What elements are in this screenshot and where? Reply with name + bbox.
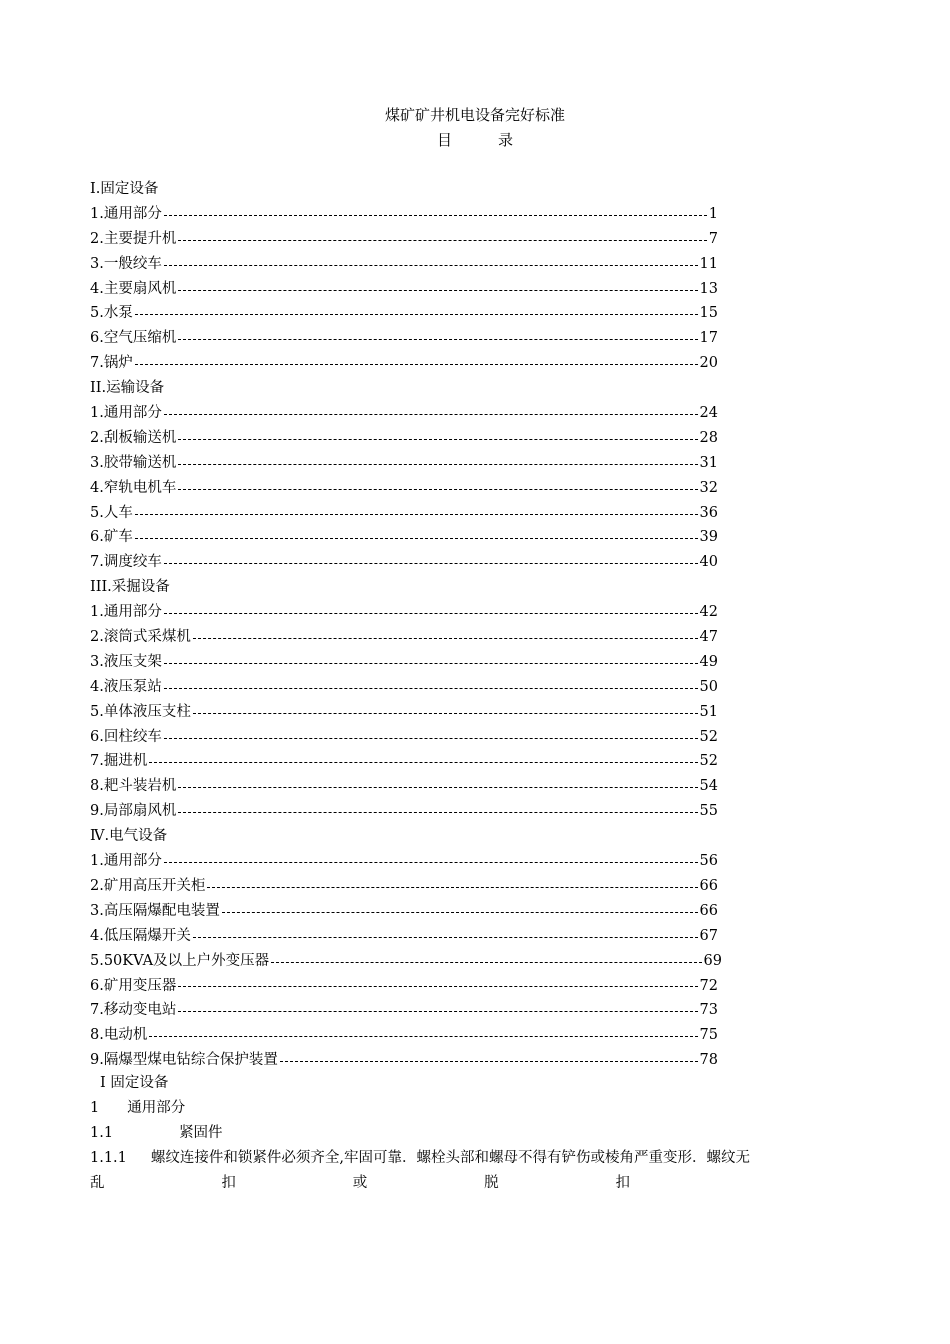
- clause-cont-char: 或: [352, 1174, 368, 1191]
- toc-section-heading: III.采掘设备: [90, 579, 170, 596]
- toc-entry-label: 5.水泵: [90, 305, 133, 322]
- toc-entry[interactable]: [90, 774, 718, 799]
- toc-entry-page: 73: [699, 1002, 718, 1019]
- toc-entry-page: 56: [699, 853, 718, 870]
- toc-entry-page: 66: [699, 877, 718, 894]
- toc-leader-line: [222, 912, 698, 913]
- toc-entry-label: 7.锅炉: [90, 355, 133, 372]
- toc-entry-label: 4.液压泵站: [90, 678, 162, 695]
- toc-entry-label: 4.主要扇风机: [90, 280, 177, 297]
- toc-entry-label: 3.胶带输送机: [90, 454, 177, 471]
- toc-entry-page: 1: [708, 205, 718, 222]
- subsubsection-heading: [90, 1121, 870, 1146]
- body-text: [90, 1071, 870, 1195]
- toc-entry-page: 67: [699, 927, 718, 944]
- toc-entry[interactable]: [90, 426, 718, 451]
- toc-leader-line: [178, 812, 697, 813]
- toc-entry-page: 49: [699, 653, 718, 670]
- toc-entry[interactable]: [90, 974, 718, 999]
- toc-entry[interactable]: [90, 700, 718, 725]
- toc-entry-label: 9.隔爆型煤电钻综合保护装置: [90, 1052, 278, 1069]
- subsection-title: 通用部分: [127, 1099, 186, 1116]
- toc-entry-label: 1.通用部分: [90, 205, 162, 222]
- toc-entry-label: 7.移动变电站: [90, 1002, 177, 1019]
- toc-leader-line: [164, 265, 698, 266]
- toc-entry-page: 7: [708, 230, 718, 247]
- clause-line: [90, 1146, 870, 1171]
- toc-leader-line: [164, 738, 698, 739]
- toc-title-right: 录: [498, 131, 514, 149]
- toc-entry-page: 52: [699, 753, 718, 770]
- toc-entry-label: 2.滚筒式采煤机: [90, 629, 191, 646]
- toc-entry-page: 55: [699, 803, 718, 820]
- subsubsection-title: 紧固件: [179, 1124, 223, 1141]
- toc-entry[interactable]: [90, 277, 718, 302]
- toc-entry[interactable]: [90, 799, 718, 824]
- toc-leader-line: [178, 1011, 697, 1012]
- toc-entry[interactable]: [90, 202, 718, 227]
- toc-leader-line: [135, 514, 698, 515]
- toc-entry[interactable]: [90, 525, 718, 550]
- toc-entry-page: 75: [699, 1027, 718, 1044]
- toc-entry[interactable]: [90, 451, 718, 476]
- section-heading: [90, 1071, 870, 1096]
- toc-entry-label: 3.液压支架: [90, 653, 162, 670]
- toc-entry-label: 7.掘进机: [90, 753, 148, 770]
- toc-entry-page: 20: [699, 355, 718, 372]
- toc-leader-line: [164, 613, 698, 614]
- table-of-contents: [90, 177, 730, 1073]
- toc-section-heading: Ⅳ.电气设备: [90, 828, 168, 845]
- toc-leader-line: [193, 937, 698, 938]
- toc-leader-line: [193, 713, 698, 714]
- toc-entry-label: 4.窄轨电机车: [90, 479, 177, 496]
- toc-entry-label: 4.低压隔爆开关: [90, 927, 191, 944]
- toc-entry[interactable]: [90, 874, 718, 899]
- toc-section-heading: II.运输设备: [90, 380, 165, 397]
- toc-title: [0, 129, 950, 150]
- clause-cont-char: 扣: [221, 1174, 236, 1191]
- toc-entry[interactable]: [90, 998, 718, 1023]
- toc-entry-page: 17: [699, 330, 718, 347]
- toc-leader-line: [178, 290, 697, 291]
- toc-entry[interactable]: [90, 749, 718, 774]
- toc-entry-label: 6.空气压缩机: [90, 330, 177, 347]
- toc-leader-line: [164, 862, 698, 863]
- toc-entry-label: 8.电动机: [90, 1027, 148, 1044]
- toc-entry-page: 24: [699, 405, 718, 422]
- toc-leader-line: [164, 663, 698, 664]
- clause-cont-char: 乱: [90, 1174, 105, 1191]
- toc-entry-page: 15: [699, 305, 718, 322]
- toc-entry-label: 2.矿用高压开关柜: [90, 877, 206, 894]
- toc-leader-line: [178, 986, 697, 987]
- toc-leader-line: [178, 240, 706, 241]
- toc-entry[interactable]: [90, 625, 718, 650]
- toc-entry-page: 31: [699, 454, 718, 471]
- toc-entry[interactable]: [90, 650, 718, 675]
- toc-entry-page: 40: [699, 554, 718, 571]
- toc-entry-page: 54: [699, 778, 718, 795]
- toc-entry-page: 72: [699, 977, 718, 994]
- toc-entry[interactable]: [90, 401, 718, 426]
- toc-leader-line: [178, 339, 697, 340]
- toc-entry[interactable]: [90, 227, 718, 252]
- toc-entry[interactable]: [90, 949, 722, 974]
- toc-entry-page: 42: [699, 604, 718, 621]
- toc-leader-line: [193, 638, 698, 639]
- toc-entry[interactable]: [90, 550, 718, 575]
- toc-entry[interactable]: [90, 924, 718, 949]
- toc-leader-line: [164, 563, 698, 564]
- toc-entry-page: 66: [699, 902, 718, 919]
- toc-entry[interactable]: [90, 326, 718, 351]
- toc-entry[interactable]: [90, 351, 718, 376]
- toc-entry-label: 5.单体液压支柱: [90, 703, 191, 720]
- toc-leader-line: [149, 1036, 697, 1037]
- toc-entry-page: 78: [699, 1052, 718, 1069]
- toc-entry-page: 47: [699, 629, 718, 646]
- toc-leader-line: [164, 414, 698, 415]
- toc-entry-label: 6.矿车: [90, 529, 133, 546]
- toc-entry-label: 5.人车: [90, 504, 133, 521]
- clause-cont-char: 脱: [484, 1174, 499, 1191]
- toc-entry[interactable]: [90, 501, 718, 526]
- toc-entry-label: 3.一般绞车: [90, 255, 162, 272]
- toc-entry[interactable]: [90, 899, 718, 924]
- subsection-number: 1: [90, 1099, 100, 1116]
- toc-leader-line: [164, 215, 707, 216]
- toc-entry-label: 6.矿用变压器: [90, 977, 177, 994]
- toc-leader-line: [207, 887, 697, 888]
- clause-number: 1.1.1: [90, 1149, 127, 1166]
- toc-title-left: 目: [436, 131, 452, 149]
- toc-entry-label: 6.回柱绞车: [90, 728, 162, 745]
- toc-entry-page: 32: [699, 479, 718, 496]
- section-heading-text: Ⅰ 固定设备: [100, 1075, 169, 1091]
- toc-leader-line: [178, 464, 697, 465]
- toc-entry[interactable]: [90, 1048, 718, 1073]
- toc-section-heading: I.固定设备: [90, 181, 159, 197]
- toc-entry[interactable]: [90, 301, 718, 326]
- toc-leader-line: [164, 688, 698, 689]
- clause-text: 螺纹连接件和锁紧件必须齐全,牢固可靠．螺栓头部和螺母不得有铲伤或棱角严重变形．螺纹无: [150, 1149, 751, 1166]
- toc-leader-line: [135, 538, 698, 539]
- toc-leader-line: [271, 962, 701, 963]
- toc-entry[interactable]: [90, 725, 718, 750]
- toc-leader-line: [149, 762, 697, 763]
- toc-entry-page: 39: [699, 529, 718, 546]
- clause-continuation: [90, 1171, 630, 1196]
- toc-entry-page: 50: [699, 678, 718, 695]
- toc-entry-label: 2.刮板输送机: [90, 429, 177, 446]
- toc-leader-line: [178, 787, 697, 788]
- toc-entry[interactable]: [90, 675, 718, 700]
- toc-entry[interactable]: [90, 600, 718, 625]
- toc-entry-page: 11: [699, 255, 718, 272]
- toc-entry[interactable]: [90, 849, 718, 874]
- toc-entry-label: 1.通用部分: [90, 604, 162, 621]
- toc-entry-label: 1.通用部分: [90, 405, 162, 422]
- subsection-heading: [90, 1096, 870, 1121]
- subsubsection-number: 1.1: [90, 1124, 114, 1141]
- toc-leader-line: [280, 1061, 698, 1062]
- toc-entry-label: 5.50KVA及以上户外变压器: [90, 952, 270, 969]
- toc-entry-page: 36: [699, 504, 718, 521]
- toc-entry-page: 51: [699, 703, 718, 720]
- toc-leader-line: [135, 364, 698, 365]
- toc-entry-label: 2.主要提升机: [90, 230, 177, 247]
- toc-leader-line: [178, 439, 697, 440]
- toc-entry[interactable]: [90, 1023, 718, 1048]
- toc-entry-label: 8.耙斗装岩机: [90, 778, 177, 795]
- toc-leader-line: [135, 314, 698, 315]
- toc-entry-label: 3.高压隔爆配电装置: [90, 902, 220, 919]
- toc-entry-page: 52: [699, 728, 718, 745]
- clause-cont-char: 扣: [615, 1174, 630, 1191]
- toc-entry-label: 7.调度绞车: [90, 554, 162, 571]
- toc-entry-label: 1.通用部分: [90, 853, 162, 870]
- toc-entry-page: 13: [699, 280, 718, 297]
- toc-leader-line: [178, 489, 697, 490]
- toc-entry[interactable]: [90, 476, 718, 501]
- toc-entry-page: 69: [703, 952, 722, 969]
- document-title: 煤矿矿井机电设备完好标准: [384, 106, 565, 124]
- toc-entry-label: 9.局部扇风机: [90, 803, 177, 820]
- toc-entry-page: 28: [699, 429, 718, 446]
- toc-entry[interactable]: [90, 252, 718, 277]
